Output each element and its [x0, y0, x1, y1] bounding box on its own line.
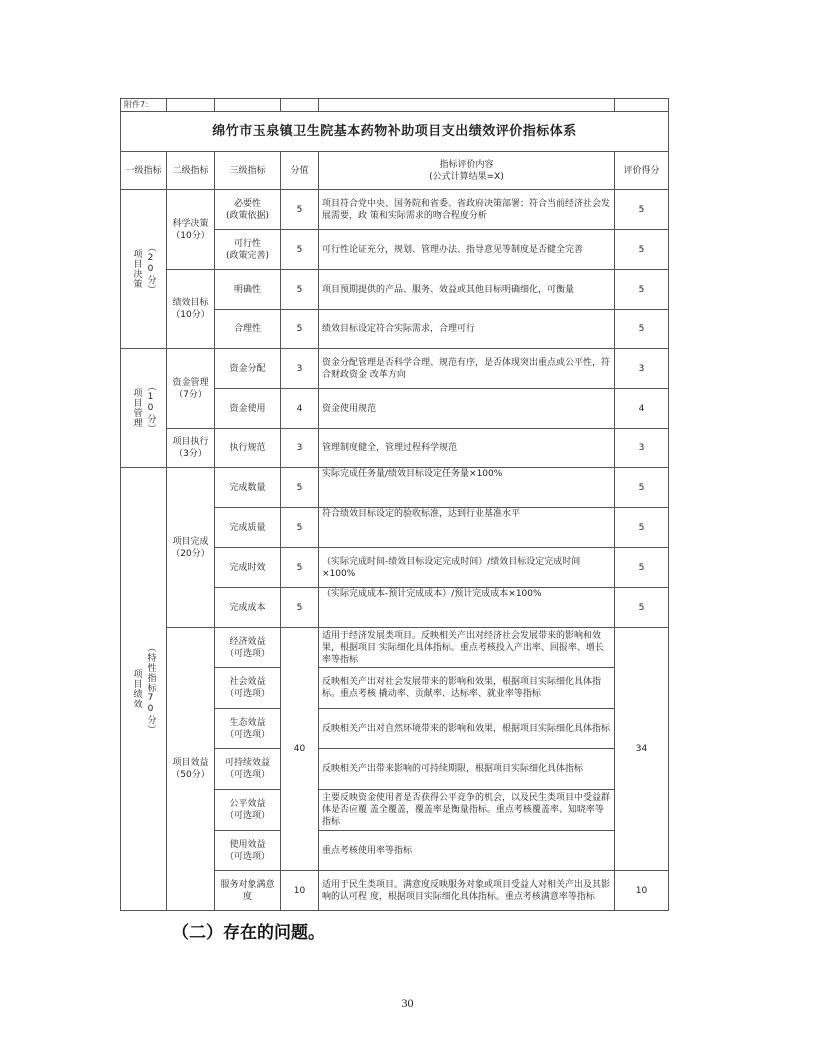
level1-performance-score: （特性指标70分）: [145, 643, 156, 735]
level1-performance-name: 项目绩效: [131, 669, 142, 709]
result-cell: 3: [615, 349, 669, 389]
score-cell: 5: [281, 270, 319, 310]
table-row: [121, 349, 669, 389]
result-cell: 10: [615, 871, 669, 911]
score-cell: 4: [281, 389, 319, 429]
score-cell: 5: [281, 588, 319, 628]
level3-cell: 使用效益 （可选项）: [215, 831, 281, 871]
content-cell: 可行性论证充分，规划、管理办法、指导意见等制度是否健全完善: [319, 230, 615, 270]
result-cell: 5: [615, 190, 669, 230]
level2-science-name: 科学决策: [172, 218, 209, 229]
content-cell: 符合绩效目标设定的验收标准，达到行业基准水平: [319, 508, 615, 548]
score-cell: 3: [281, 349, 319, 389]
score-cell: 10: [281, 871, 319, 911]
level2-goal-score: （10分）: [171, 310, 210, 320]
score-cell: 5: [281, 548, 319, 588]
level2-fund-score: （7分）: [174, 389, 207, 400]
score-cell: 5: [281, 230, 319, 270]
content-cell: 反映相关产出对社会发展带来的影响和效果，根据项目实际细化具体指标。重点考核 撬动率、贡献率、达标率、就业率等指标: [319, 668, 615, 709]
level2-goal: [167, 270, 215, 349]
level2-completion: [167, 468, 215, 628]
content-cell: 绩效目标设定符合实际需求，合理可行: [319, 310, 615, 349]
score-cell: 5: [281, 468, 319, 508]
level3-cell: 服务对象满意度: [215, 871, 281, 911]
level2-fund: [167, 349, 215, 429]
level3-cell: 合理性: [215, 310, 281, 349]
header-result: 评价得分: [615, 152, 669, 190]
level1-management: [121, 349, 167, 468]
result-cell: 3: [615, 429, 669, 468]
level3-cell: 资金分配: [215, 349, 281, 389]
header-content-formula: (公式计算结果=X): [429, 171, 504, 182]
level3-cell: 公平效益 （可选项）: [215, 790, 281, 831]
level3-cell: 社会效益 （可选项）: [215, 668, 281, 709]
result-cell: 5: [615, 310, 669, 349]
level3-cell: 必要性 (政策依据): [215, 190, 281, 230]
level2-completion-name: 项目完成: [172, 536, 209, 547]
header-level3: 三级指标: [215, 152, 281, 190]
result-cell: 4: [615, 389, 669, 429]
level3-cell: 可持续效益 （可选项）: [215, 749, 281, 790]
level2-goal-name: 绩效目标: [172, 298, 209, 308]
level3-cell: 完成质量: [215, 508, 281, 548]
table-row: [121, 190, 669, 230]
level2-exec: [167, 429, 215, 468]
header-content: [319, 152, 615, 190]
result-cell: 5: [615, 588, 669, 628]
content-cell: （实际完成成本-预计完成成本）/预计完成成本×100%: [319, 588, 615, 628]
content-cell: 资金使用规范: [319, 389, 615, 429]
score-cell: 5: [281, 190, 319, 230]
level2-benefit-score: （50分）: [171, 770, 210, 780]
attachment-label: 附件7：: [121, 99, 167, 112]
level2-completion-score: （20分）: [171, 548, 210, 559]
header-score: 分值: [281, 152, 319, 190]
content-cell: 资金分配管理是否科学合理、规范有序，是否体现突出重点或公平性，符合财政资金 改革方向: [319, 349, 615, 389]
score-cell: 3: [281, 429, 319, 468]
content-cell: 反映相关产出对自然环境带来的影响和效果，根据项目实际细化具体指标: [319, 709, 615, 749]
level2-exec-name: 项目执行: [172, 437, 209, 447]
score-cell: 5: [281, 508, 319, 548]
level1-performance: [121, 468, 167, 911]
page-number: 30: [401, 996, 414, 1010]
table-title: 绵竹市玉泉镇卫生院基本药物补助项目支出绩效评价指标体系: [121, 112, 669, 152]
indicator-table: [120, 98, 669, 911]
table-row: [121, 429, 669, 468]
level1-decision: [121, 190, 167, 349]
content-cell: 适用于民生类项目。满意度反映服务对象或项目受益人对相关产出及其影响的认可程 度，根据项目实际细化具体指标。重点考核满意率等指标: [319, 871, 615, 911]
content-cell: 项目预期提供的产品、服务、效益或其他目标明确细化，可衡量: [319, 270, 615, 310]
level2-science-score: （10分）: [171, 230, 210, 241]
level1-decision-name: 项目决策: [131, 249, 142, 289]
section-heading: （二）存在的问题。: [172, 923, 325, 943]
table-row: [121, 468, 669, 508]
content-cell: 主要反映资金使用者是否获得公平竞争的机会，以及民生类项目中受益群体是否应覆 盖全覆盖，覆盖率是衡量指标。重点考核覆盖率、知晓率等指标: [319, 790, 615, 831]
result-cell: 5: [615, 270, 669, 310]
level3-cell: 明确性: [215, 270, 281, 310]
content-cell: 适用于经济发展类项目。反映相关产出对经济社会发展带来的影响和效果，根据项目 实际细化具体指标。重点考核投入产出率、回报率、增长率等指标: [319, 628, 615, 668]
level2-fund-name: 资金管理: [172, 377, 209, 388]
result-cell: 5: [615, 508, 669, 548]
table-row: [121, 628, 669, 668]
level2-science: [167, 190, 215, 270]
content-cell: 管理制度健全，管理过程科学规范: [319, 429, 615, 468]
level3-cell: 经济效益 （可选项）: [215, 628, 281, 668]
result-cell: 5: [615, 230, 669, 270]
level3-cell: 完成时效: [215, 548, 281, 588]
table-row: [121, 270, 669, 310]
benefit-group-score: 40: [281, 628, 319, 871]
score-cell: 5: [281, 310, 319, 349]
content-cell: 反映相关产出带来影响的可持续期限，根据项目实际细化具体指标: [319, 749, 615, 790]
level1-management-name: 项目管理: [131, 388, 142, 428]
level3-cell: 完成成本: [215, 588, 281, 628]
level2-benefit: [167, 628, 215, 911]
content-cell: （实际完成时间-绩效目标设定完成时间）/绩效目标设定完成时间×100%: [319, 548, 615, 588]
level3-cell: 可行性 (政策完善): [215, 230, 281, 270]
level3-cell: 生态效益 （可选项）: [215, 709, 281, 749]
content-cell: 项目符合党中央、国务院和省委、省政府决策部署；符合当前经济社会发展需要，政 策和实际需求的吻合程度分析: [319, 190, 615, 230]
level3-cell: 资金使用: [215, 389, 281, 429]
result-cell: 5: [615, 468, 669, 508]
header-content-title: 指标评价内容: [439, 159, 494, 170]
level1-management-score: （10分）: [145, 382, 156, 434]
benefit-group-result: 34: [615, 628, 669, 871]
header-level1: 一级指标: [121, 152, 167, 190]
content-cell: 重点考核使用率等指标: [319, 831, 615, 871]
level1-decision-score: （20分）: [145, 243, 156, 295]
level3-cell: 执行规范: [215, 429, 281, 468]
header-level2: 二级指标: [167, 152, 215, 190]
content-cell: 实际完成任务量/绩效目标设定任务量×100%: [319, 468, 615, 508]
result-cell: 5: [615, 548, 669, 588]
level2-benefit-name: 项目效益: [172, 758, 209, 768]
level3-cell: 完成数量: [215, 468, 281, 508]
level2-exec-score: （3分）: [174, 449, 207, 459]
header-row: [121, 152, 669, 190]
